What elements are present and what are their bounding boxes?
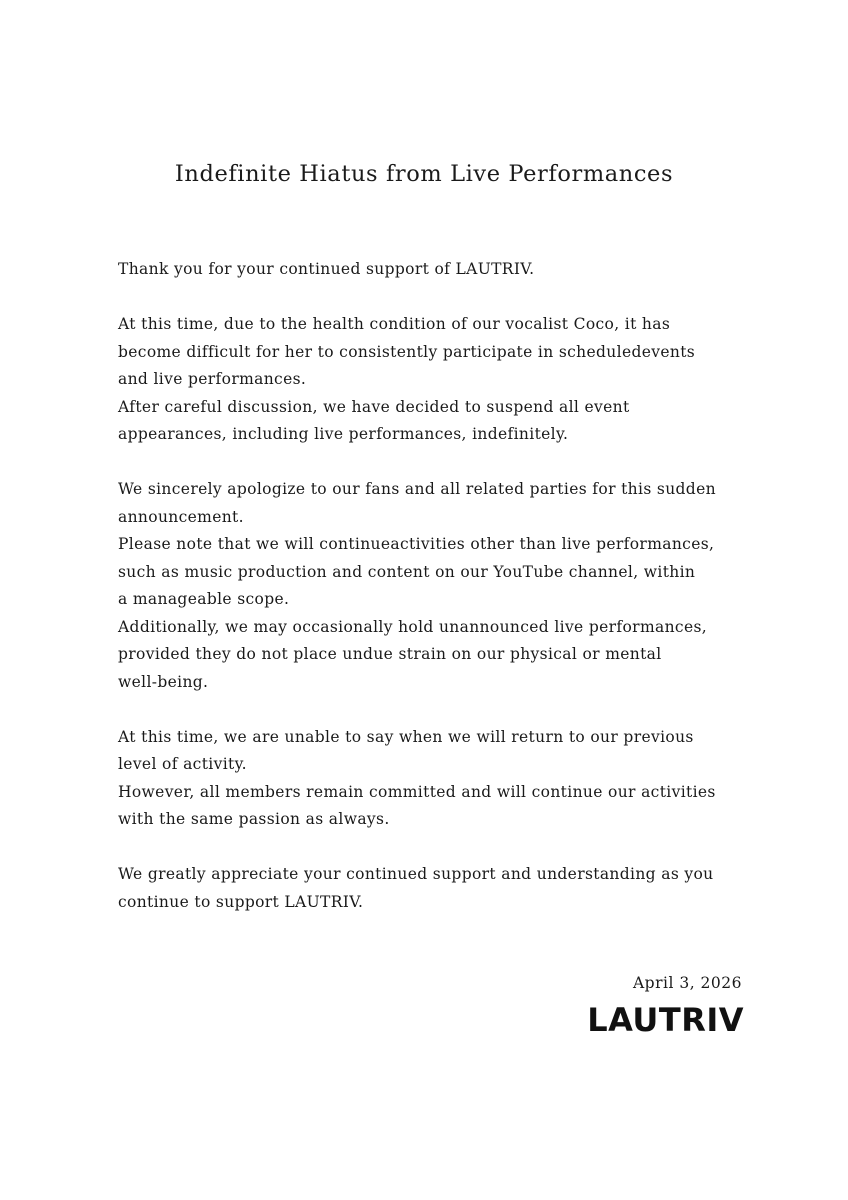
body-line: We sincerely apologize to our fans and all related parties for this sudden xyxy=(118,480,716,498)
body-line: At this time, we are unable to say when we will return to our previous xyxy=(118,727,694,746)
body-line: a manageable scope. xyxy=(118,590,290,608)
body-line: After careful discussion, we have decided to suspend all event xyxy=(118,397,630,416)
paragraph-gap xyxy=(118,696,758,724)
body-line: continue to support LAUTRIV. xyxy=(118,892,364,911)
body-line: and live performances. xyxy=(118,370,307,388)
body-line: level of activity. xyxy=(118,755,247,773)
body-line: However, all members remain committed and will continue our activities xyxy=(118,782,716,801)
body-line: Thank you for your continued support of LAUTRIV. xyxy=(118,260,535,278)
paragraph-gap xyxy=(118,284,758,312)
body-line: Additionally, we may occasionally hold unannounced live performances, xyxy=(118,617,708,636)
body-line: At this time, due to the health condition of our vocalist Coco, it has xyxy=(118,315,671,333)
paragraph-gap xyxy=(118,449,758,477)
document-date: April 3, 2026 xyxy=(632,974,742,992)
body-line: provided they do not place undue strain on our physical or mental xyxy=(118,645,662,663)
document-body xyxy=(118,256,758,916)
lautriv-logo: LAUTRIV xyxy=(587,1001,744,1039)
body-line: become difficult for her to consistently participate in scheduledevents xyxy=(118,342,696,361)
body-line: such as music production and content on our YouTube channel, within xyxy=(118,562,696,581)
body-line: with the same passion as always. xyxy=(118,810,390,828)
paragraph-gap xyxy=(118,834,758,862)
body-line: appearances, including live performances, indefinitely. xyxy=(118,425,569,443)
body-line: well-being. xyxy=(118,672,209,691)
body-line: announcement. xyxy=(118,507,244,526)
document-title: Indefinite Hiatus from Live Performances xyxy=(174,161,674,187)
body-line: We greatly appreciate your continued support and understanding as you xyxy=(118,865,714,883)
body-line: Please note that we will continueactivities other than live performances, xyxy=(118,535,715,553)
